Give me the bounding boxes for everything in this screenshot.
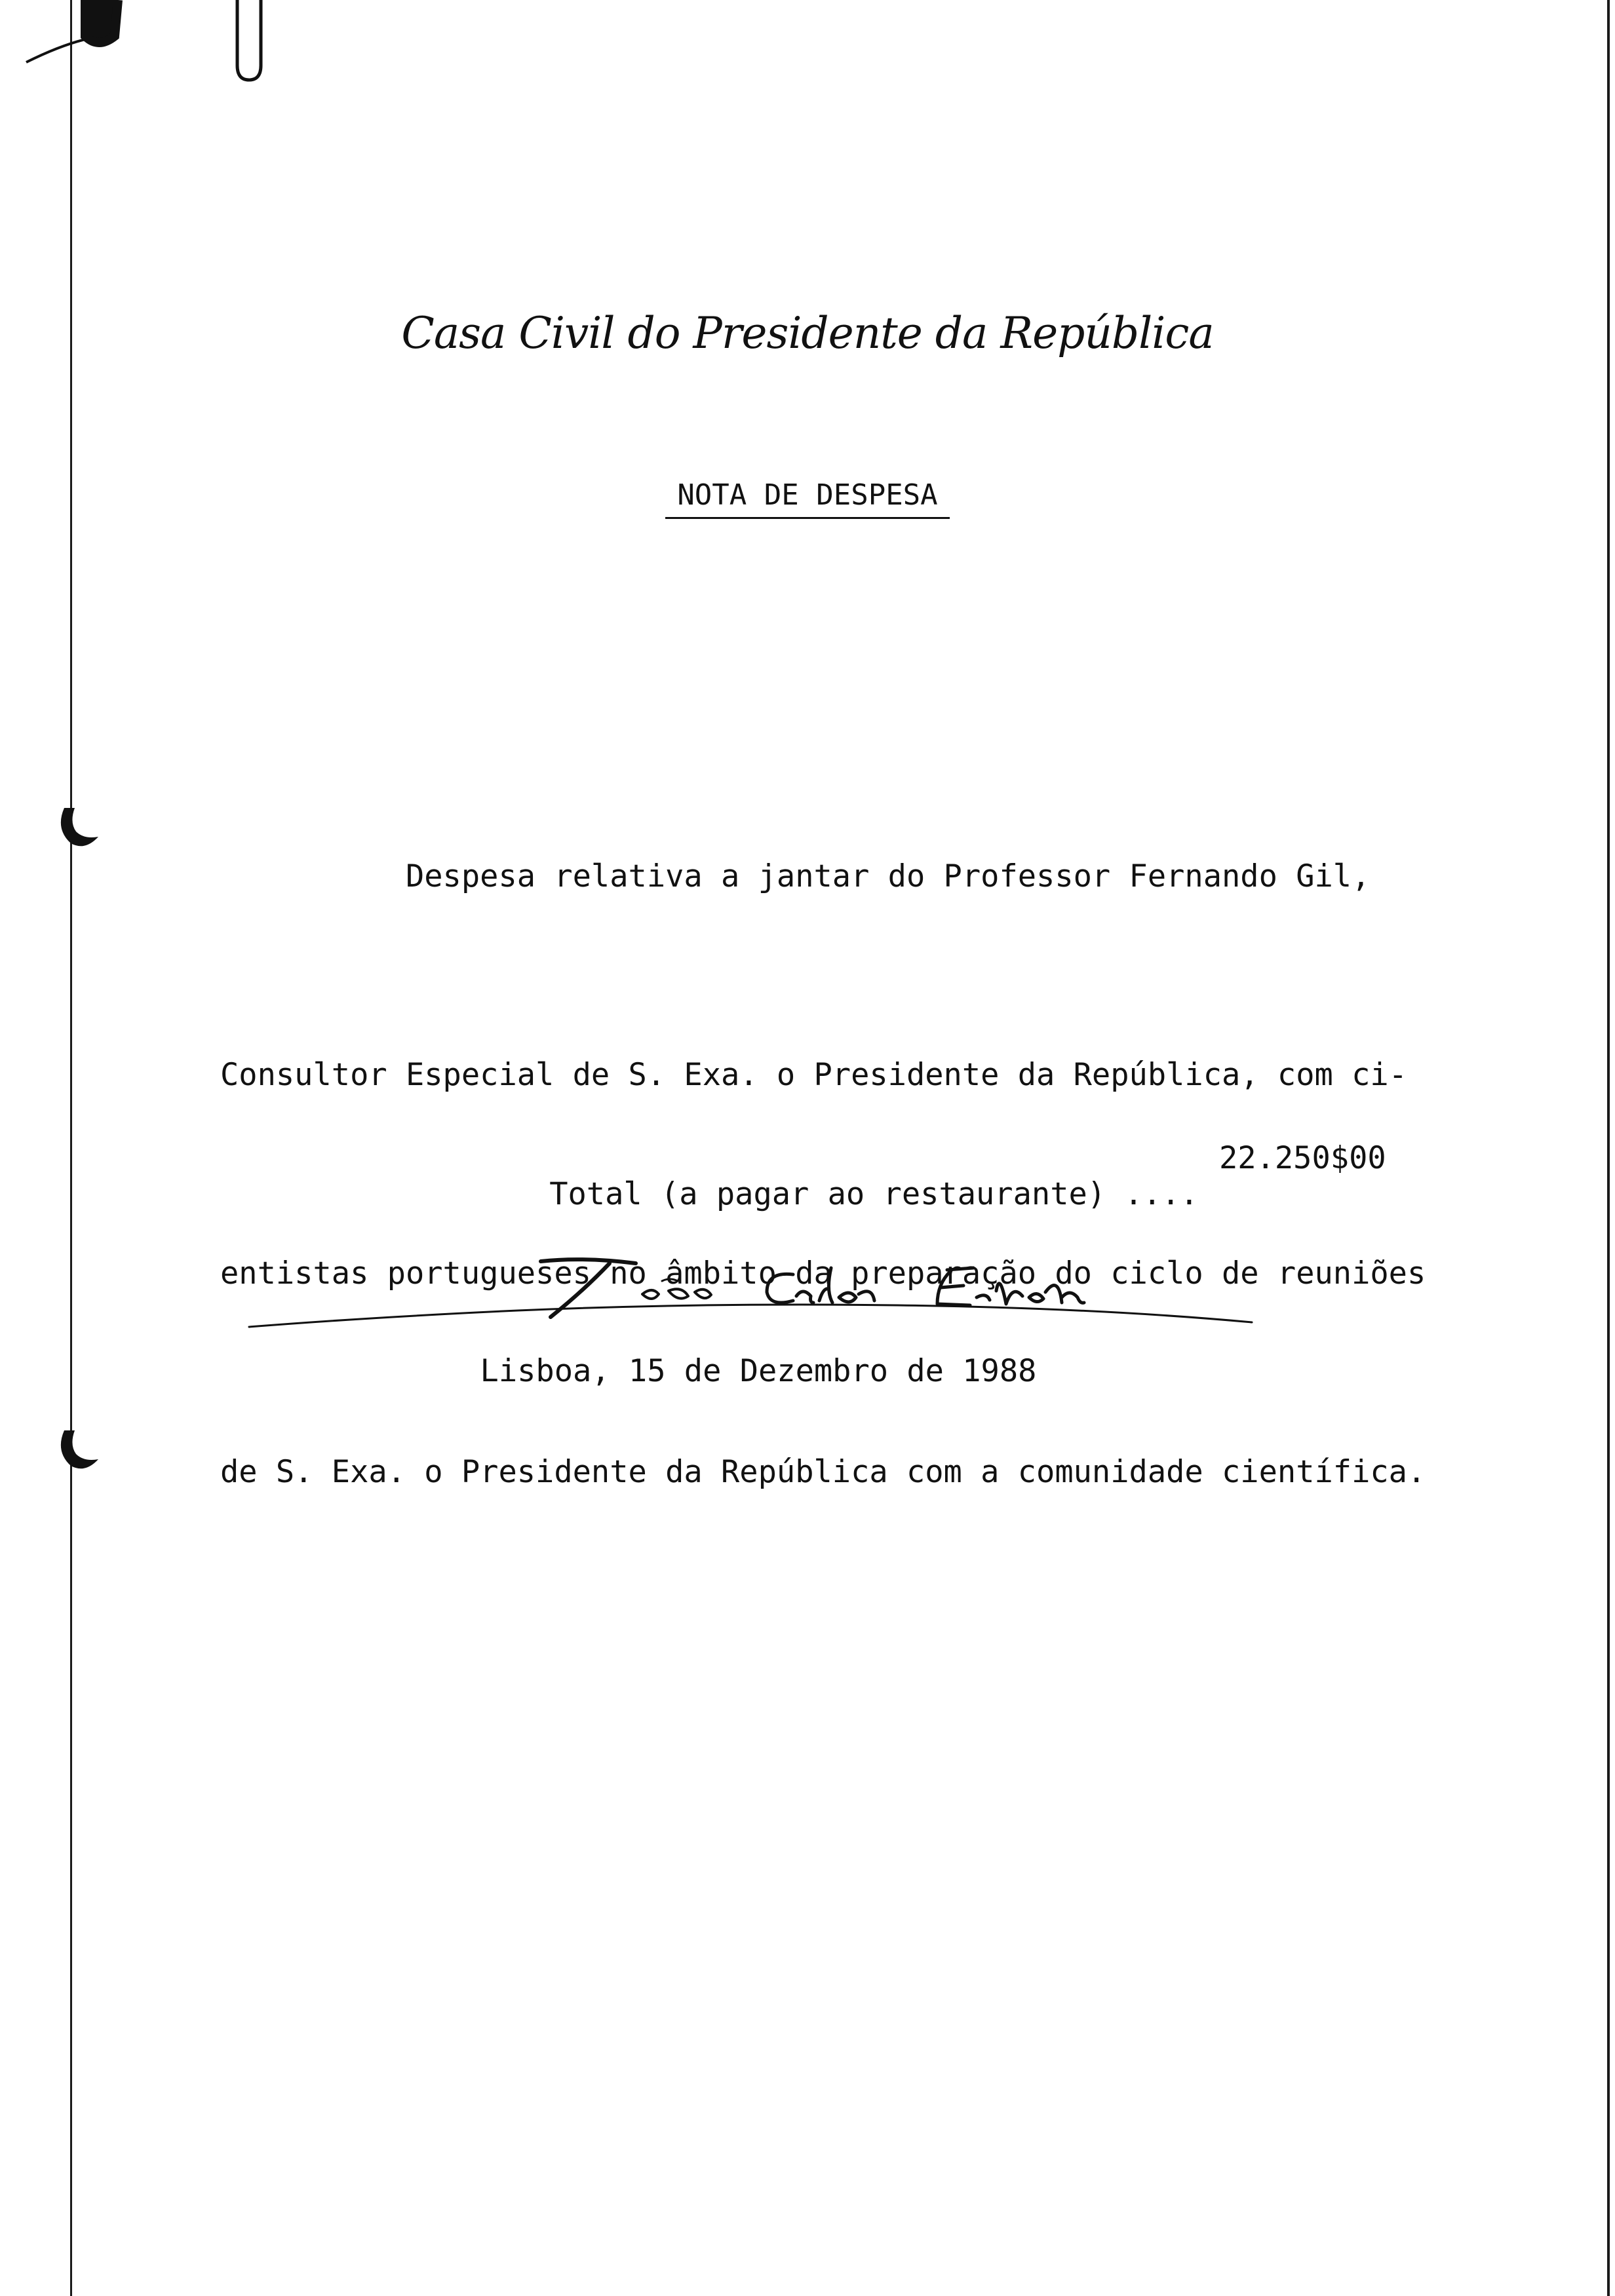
paper-clip-icon [229,0,269,85]
body-line: Consultor Especial de S. Exa. o Presidente da República, com ci- [220,1057,1407,1093]
body-line: Despesa relativa a jantar do Professor Fernando Gil, [220,858,1371,894]
body-line: entistas portugueses no âmbito da preparação do ciclo de reuniões [220,1255,1426,1292]
place-and-date: Lisboa, 15 de Dezembro de 1988 [480,1353,1037,1389]
corner-clip-mark [20,0,125,72]
punch-hole-icon [52,803,105,855]
document-title [0,478,1615,519]
handwritten-signature [243,1245,1265,1350]
body-line: de S. Exa. o Presidente da República com a comunidade científica. [220,1454,1426,1490]
document-title-text: NOTA DE DESPESA [665,478,949,519]
letterhead: Casa Civil do Presidente da República [401,308,1214,358]
total-label: Total (a pagar ao restaurante) .... [549,1176,1199,1212]
total-value: 22.250$00 [1219,1140,1386,1176]
punch-hole-icon [52,1425,105,1478]
